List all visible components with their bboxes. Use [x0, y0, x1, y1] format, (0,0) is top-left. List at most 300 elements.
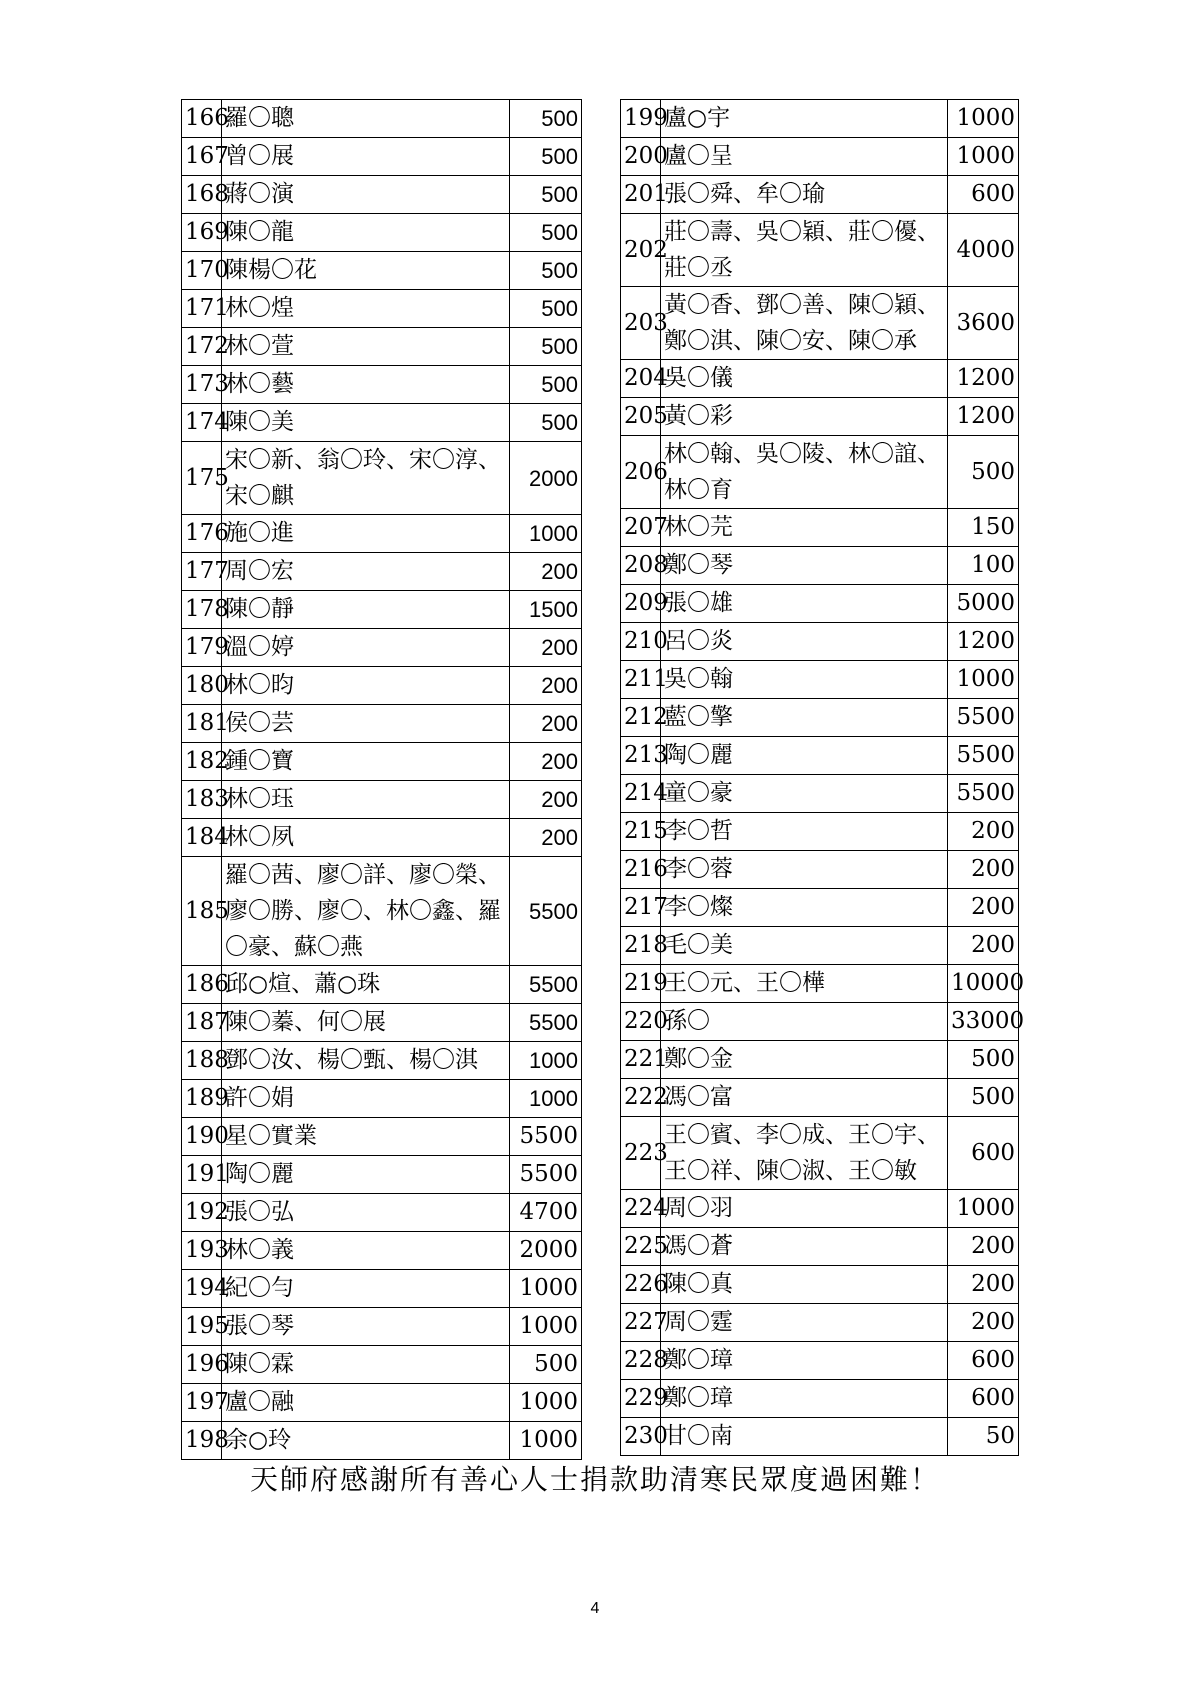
donor-names — [222, 629, 510, 667]
donor-name-line: 馮〇富 — [664, 1084, 733, 1110]
donor-row — [182, 705, 582, 743]
donor-names — [222, 252, 510, 290]
donor-names — [222, 1042, 510, 1080]
donor-names — [222, 1194, 510, 1232]
donor-row — [621, 1079, 1019, 1117]
donor-name-line: 周〇宏 — [225, 558, 294, 584]
donation-table-right — [620, 99, 1025, 1456]
donor-name-line: 廖〇勝、廖〇、林〇鑫、羅 — [225, 898, 501, 924]
donation-amount: 200 — [948, 1304, 1019, 1342]
donor-name-line: 王〇賓、李〇成、王〇宇、 — [664, 1122, 940, 1148]
donation-amount: 200 — [510, 743, 582, 781]
donor-row — [621, 547, 1019, 585]
donor-name-line: 林〇翰、吳〇陵、林〇誼、 — [664, 441, 940, 467]
donor-number: 208 — [621, 547, 661, 585]
donation-amount: 600 — [948, 176, 1019, 214]
donor-number: 229 — [621, 1380, 661, 1418]
donor-number: 210 — [621, 623, 661, 661]
donor-number: 174 — [182, 404, 222, 442]
donor-names — [661, 585, 948, 623]
donor-names — [661, 1418, 948, 1456]
donation-table-right-body — [621, 100, 1025, 1456]
donor-row — [182, 667, 582, 705]
donor-name-line: 陳〇霖 — [225, 1351, 294, 1377]
donor-name-line: 李〇蓉 — [664, 856, 733, 882]
donor-name-line: 鍾〇寶 — [225, 748, 294, 774]
donor-name-line: 陶〇麗 — [225, 1161, 294, 1187]
donor-row — [182, 515, 582, 553]
donor-names — [222, 1308, 510, 1346]
donor-names — [661, 1041, 948, 1079]
donor-name-line: 莊〇壽、吳〇穎、莊〇優、 — [664, 219, 940, 245]
donor-row — [182, 1156, 582, 1194]
donor-names — [222, 966, 510, 1004]
donor-names — [661, 661, 948, 699]
donation-amount: 500 — [948, 1079, 1019, 1117]
donor-name-line: 羅〇茜、廖〇詳、廖〇榮、 — [225, 862, 501, 888]
donor-number: 205 — [621, 398, 661, 436]
donor-row — [621, 436, 1019, 509]
donor-row — [621, 699, 1019, 737]
donation-amount: 5500 — [510, 1118, 582, 1156]
donor-row — [621, 1418, 1019, 1456]
donation-amount: 500 — [510, 404, 582, 442]
donor-row — [182, 1270, 582, 1308]
donor-number: 168 — [182, 176, 222, 214]
donor-name-line: 鄭〇金 — [664, 1046, 733, 1072]
donation-amount: 1200 — [948, 360, 1019, 398]
donor-number: 190 — [182, 1118, 222, 1156]
donor-row — [182, 966, 582, 1004]
donor-row — [182, 857, 582, 966]
donation-amount: 50 — [948, 1418, 1019, 1456]
donor-number: 209 — [621, 585, 661, 623]
donor-name-line: 甘〇南 — [664, 1423, 733, 1449]
donor-number: 170 — [182, 252, 222, 290]
donation-amount: 33000 — [948, 1003, 1019, 1041]
donor-row — [621, 927, 1019, 965]
donor-row — [182, 1004, 582, 1042]
donation-amount: 600 — [948, 1117, 1019, 1190]
donor-names — [661, 214, 948, 287]
donor-row — [621, 1228, 1019, 1266]
donor-name-line: 盧〇融 — [225, 1389, 294, 1415]
donor-name-line: 張〇弘 — [225, 1199, 294, 1225]
donation-amount: 4700 — [510, 1194, 582, 1232]
donor-name-line: 曾〇展 — [225, 143, 294, 169]
donor-names — [222, 1422, 510, 1460]
donor-names — [222, 176, 510, 214]
donor-number: 172 — [182, 328, 222, 366]
donor-names — [222, 553, 510, 591]
donor-row — [621, 661, 1019, 699]
donor-number: 216 — [621, 851, 661, 889]
donor-number: 196 — [182, 1346, 222, 1384]
donor-number: 213 — [621, 737, 661, 775]
donation-amount: 10000 — [948, 965, 1019, 1003]
donor-names — [222, 138, 510, 176]
donor-name-line: 蔣〇演 — [225, 181, 294, 207]
donor-number: 217 — [621, 889, 661, 927]
donor-name-line: 施〇進 — [225, 520, 294, 546]
donor-number: 169 — [182, 214, 222, 252]
donor-name-line: 王〇祥、陳〇淑、王〇敏 — [664, 1158, 917, 1184]
donation-amount: 200 — [948, 1266, 1019, 1304]
donor-row — [621, 1041, 1019, 1079]
donation-amount: 1000 — [948, 138, 1019, 176]
donor-number: 197 — [182, 1384, 222, 1422]
donor-name-line: 陶〇麗 — [664, 742, 733, 768]
donor-number: 199 — [621, 100, 661, 138]
donor-names — [222, 366, 510, 404]
donor-names — [661, 1342, 948, 1380]
donation-amount: 1000 — [510, 1308, 582, 1346]
donor-row — [621, 287, 1019, 360]
donor-names — [661, 775, 948, 813]
donor-names — [222, 705, 510, 743]
donor-row — [621, 509, 1019, 547]
donation-table-left — [181, 99, 582, 1460]
donation-amount: 100 — [948, 547, 1019, 585]
donor-names — [222, 781, 510, 819]
donor-name-line: 吳〇儀 — [664, 365, 733, 391]
donor-names — [222, 857, 510, 966]
donor-number: 226 — [621, 1266, 661, 1304]
donor-number: 180 — [182, 667, 222, 705]
donor-row — [621, 138, 1019, 176]
donor-name-line: 毛〇美 — [664, 932, 733, 958]
donor-number: 207 — [621, 509, 661, 547]
donation-amount: 5500 — [510, 966, 582, 1004]
donation-amount: 1000 — [948, 100, 1019, 138]
donor-names — [661, 100, 948, 138]
page-number: 4 — [590, 1600, 600, 1617]
donor-number: 214 — [621, 775, 661, 813]
donor-name-line: 侯〇芸 — [225, 710, 294, 736]
donation-amount: 5000 — [948, 585, 1019, 623]
donor-name-line: 張〇雄 — [664, 590, 733, 616]
donor-row — [182, 553, 582, 591]
donation-table-left-body — [182, 100, 582, 1460]
donation-amount: 1500 — [510, 591, 582, 629]
donor-name-line: 陳〇龍 — [225, 219, 294, 245]
donor-row — [621, 585, 1019, 623]
donor-number: 204 — [621, 360, 661, 398]
donor-names — [222, 1346, 510, 1384]
donor-row — [182, 290, 582, 328]
donor-row — [182, 629, 582, 667]
donor-name-line: 鄭〇璋 — [664, 1385, 733, 1411]
donation-amount: 500 — [510, 176, 582, 214]
donation-amount: 200 — [510, 819, 582, 857]
donor-name-line: 余○玲 — [225, 1427, 292, 1453]
donor-names — [661, 547, 948, 585]
donor-row — [621, 176, 1019, 214]
donor-names — [661, 1079, 948, 1117]
donation-amount: 4000 — [948, 214, 1019, 287]
donor-row — [182, 819, 582, 857]
donor-row — [182, 176, 582, 214]
donor-name-line: 鄧〇汝、楊〇甄、楊〇淇 — [225, 1047, 478, 1073]
donor-names — [222, 1232, 510, 1270]
donor-row — [621, 965, 1019, 1003]
donor-number: 198 — [182, 1422, 222, 1460]
donor-row — [182, 252, 582, 290]
donor-number: 218 — [621, 927, 661, 965]
donation-amount: 1000 — [510, 1080, 582, 1118]
donor-name-line: 盧○宇 — [664, 105, 731, 131]
donor-row — [621, 1117, 1019, 1190]
donor-row — [182, 1042, 582, 1080]
donor-row — [182, 1422, 582, 1460]
donor-number: 212 — [621, 699, 661, 737]
donor-name-line: 黃〇彩 — [664, 403, 733, 429]
donor-number: 223 — [621, 1117, 661, 1190]
donor-number: 203 — [621, 287, 661, 360]
donor-name-line: 林〇育 — [664, 477, 733, 503]
donation-amount: 500 — [510, 1346, 582, 1384]
donor-name-line: 張〇琴 — [225, 1313, 294, 1339]
donation-amount: 5500 — [948, 775, 1019, 813]
donor-number: 200 — [621, 138, 661, 176]
donor-name-line: 周〇霆 — [664, 1309, 733, 1335]
donation-amount: 200 — [510, 553, 582, 591]
donor-row — [182, 1384, 582, 1422]
donor-name-line: 溫〇婷 — [225, 634, 294, 660]
donor-number: 222 — [621, 1079, 661, 1117]
donor-row — [182, 1080, 582, 1118]
donor-names — [661, 1003, 948, 1041]
donor-names — [222, 214, 510, 252]
donor-name-line: 〇豪、蘇〇燕 — [225, 934, 363, 960]
donor-number: 185 — [182, 857, 222, 966]
donation-amount: 200 — [948, 1228, 1019, 1266]
donor-name-line: 鄭〇璋 — [664, 1347, 733, 1373]
donor-names — [661, 1228, 948, 1266]
donor-row — [621, 1304, 1019, 1342]
donor-row — [621, 775, 1019, 813]
donor-names — [661, 1190, 948, 1228]
donor-name-line: 莊〇丞 — [664, 255, 733, 281]
donor-names — [222, 328, 510, 366]
donor-number: 182 — [182, 743, 222, 781]
donor-names — [222, 515, 510, 553]
donor-names — [661, 176, 948, 214]
donor-row — [182, 591, 582, 629]
donor-row — [621, 1380, 1019, 1418]
donor-row — [182, 404, 582, 442]
donation-amount: 1000 — [510, 1422, 582, 1460]
donor-number: 166 — [182, 100, 222, 138]
donor-names — [661, 398, 948, 436]
donor-number: 167 — [182, 138, 222, 176]
donor-name-line: 邱○煊、蕭○珠 — [225, 971, 381, 997]
donor-row — [182, 1118, 582, 1156]
donor-number: 188 — [182, 1042, 222, 1080]
donor-names — [222, 1080, 510, 1118]
donation-amount: 500 — [510, 100, 582, 138]
donor-row — [182, 366, 582, 404]
donation-amount: 500 — [510, 328, 582, 366]
donation-amount: 5500 — [510, 1156, 582, 1194]
donation-amount: 1000 — [510, 1384, 582, 1422]
donor-names — [222, 743, 510, 781]
donor-number: 184 — [182, 819, 222, 857]
donor-row — [621, 889, 1019, 927]
donation-amount: 5500 — [510, 1004, 582, 1042]
donation-amount: 200 — [510, 781, 582, 819]
donor-number: 219 — [621, 965, 661, 1003]
donor-name-line: 林〇藝 — [225, 371, 294, 397]
donor-number: 179 — [182, 629, 222, 667]
donor-row — [182, 1308, 582, 1346]
donor-number: 183 — [182, 781, 222, 819]
donation-amount: 600 — [948, 1380, 1019, 1418]
donation-amount: 150 — [948, 509, 1019, 547]
donor-name-line: 陳〇美 — [225, 409, 294, 435]
donor-names — [222, 1384, 510, 1422]
donor-names — [222, 404, 510, 442]
donor-name-line: 紀〇勻 — [225, 1275, 294, 1301]
donor-row — [621, 1003, 1019, 1041]
donor-number: 173 — [182, 366, 222, 404]
donor-number: 178 — [182, 591, 222, 629]
donor-names — [661, 1380, 948, 1418]
donor-name-line: 吳〇翰 — [664, 666, 733, 692]
donation-amount: 200 — [948, 889, 1019, 927]
thank-you-note: 天師府感謝所有善心人士捐款助清寒民眾度過困難！ — [249, 1463, 940, 1496]
donor-names — [222, 1004, 510, 1042]
donation-amount: 1000 — [510, 1042, 582, 1080]
donor-name-line: 林〇夙 — [225, 824, 294, 850]
donor-number: 220 — [621, 1003, 661, 1041]
donation-amount: 600 — [948, 1342, 1019, 1380]
donation-amount: 5500 — [948, 737, 1019, 775]
donor-number: 215 — [621, 813, 661, 851]
donor-name-line: 李〇哲 — [664, 818, 733, 844]
donor-name-line: 宋〇麒 — [225, 483, 294, 509]
donor-row — [182, 781, 582, 819]
donor-names — [222, 667, 510, 705]
donor-row — [621, 813, 1019, 851]
donor-number: 191 — [182, 1156, 222, 1194]
donor-names — [661, 1266, 948, 1304]
donation-amount: 200 — [510, 667, 582, 705]
donor-number: 225 — [621, 1228, 661, 1266]
donor-names — [222, 1156, 510, 1194]
donor-names — [661, 813, 948, 851]
donor-names — [661, 287, 948, 360]
donor-number: 181 — [182, 705, 222, 743]
donor-names — [661, 1117, 948, 1190]
donor-name-line: 鄭〇琴 — [664, 552, 733, 578]
donor-number: 186 — [182, 966, 222, 1004]
donor-row — [621, 100, 1019, 138]
donation-amount: 1200 — [948, 398, 1019, 436]
donor-name-line: 藍〇擎 — [664, 704, 733, 730]
donor-row — [182, 1232, 582, 1270]
donor-row — [621, 398, 1019, 436]
donation-amount: 500 — [510, 138, 582, 176]
donor-name-line: 孫〇 — [664, 1008, 710, 1034]
donation-amount: 200 — [948, 813, 1019, 851]
donor-name-line: 李〇燦 — [664, 894, 733, 920]
donor-number: 189 — [182, 1080, 222, 1118]
donation-amount: 500 — [948, 436, 1019, 509]
donation-amount: 5500 — [948, 699, 1019, 737]
donor-names — [661, 965, 948, 1003]
donor-row — [182, 1346, 582, 1384]
donor-names — [222, 290, 510, 328]
donor-row — [621, 851, 1019, 889]
donor-name-line: 童〇豪 — [664, 780, 733, 806]
donor-row — [621, 1342, 1019, 1380]
donor-name-line: 陳〇真 — [664, 1271, 733, 1297]
donor-name-line: 馮〇蒼 — [664, 1233, 733, 1259]
donor-names — [661, 436, 948, 509]
donor-row — [621, 214, 1019, 287]
donor-name-line: 周〇羽 — [664, 1195, 733, 1221]
donation-amount: 5500 — [510, 857, 582, 966]
donation-amount: 200 — [510, 629, 582, 667]
donor-row — [182, 743, 582, 781]
donor-name-line: 陳楊〇花 — [225, 257, 317, 283]
donation-amount: 2000 — [510, 1232, 582, 1270]
donor-number: 206 — [621, 436, 661, 509]
donor-name-line: 林〇芫 — [664, 514, 733, 540]
donation-amount: 1000 — [510, 1270, 582, 1308]
donor-name-line: 許〇娟 — [225, 1085, 294, 1111]
donor-row — [182, 1194, 582, 1232]
donor-row — [621, 1190, 1019, 1228]
donation-amount: 1000 — [948, 1190, 1019, 1228]
donor-number: 227 — [621, 1304, 661, 1342]
donor-row — [182, 442, 582, 515]
donor-number: 175 — [182, 442, 222, 515]
donor-names — [222, 1118, 510, 1156]
donation-amount: 200 — [510, 705, 582, 743]
donor-row — [621, 360, 1019, 398]
donor-name-line: 王〇元、王〇樺 — [664, 970, 825, 996]
donor-name-line: 林〇煌 — [225, 295, 294, 321]
donation-amount: 3600 — [948, 287, 1019, 360]
donation-amount: 200 — [948, 927, 1019, 965]
donor-names — [222, 819, 510, 857]
donor-name-line: 黃〇香、鄧〇善、陳〇穎、 — [664, 292, 940, 318]
donor-name-line: 陳〇靜 — [225, 596, 294, 622]
donor-row — [621, 1266, 1019, 1304]
donor-row — [621, 623, 1019, 661]
donor-row — [182, 214, 582, 252]
donor-name-line: 林〇昀 — [225, 672, 294, 698]
donor-number: 201 — [621, 176, 661, 214]
donation-amount: 1200 — [948, 623, 1019, 661]
donor-number: 211 — [621, 661, 661, 699]
donor-names — [661, 138, 948, 176]
donation-amount: 500 — [510, 214, 582, 252]
donor-name-line: 林〇義 — [225, 1237, 294, 1263]
donor-names — [661, 623, 948, 661]
donor-number: 187 — [182, 1004, 222, 1042]
donor-name-line: 鄭〇淇、陳〇安、陳〇承 — [664, 328, 917, 354]
donor-name-line: 林〇珏 — [225, 786, 294, 812]
donation-amount: 1000 — [948, 661, 1019, 699]
donor-row — [182, 138, 582, 176]
donor-number: 192 — [182, 1194, 222, 1232]
donor-names — [661, 927, 948, 965]
donor-name-line: 宋〇新、翁〇玲、宋〇淳、 — [225, 447, 501, 473]
donor-number: 177 — [182, 553, 222, 591]
